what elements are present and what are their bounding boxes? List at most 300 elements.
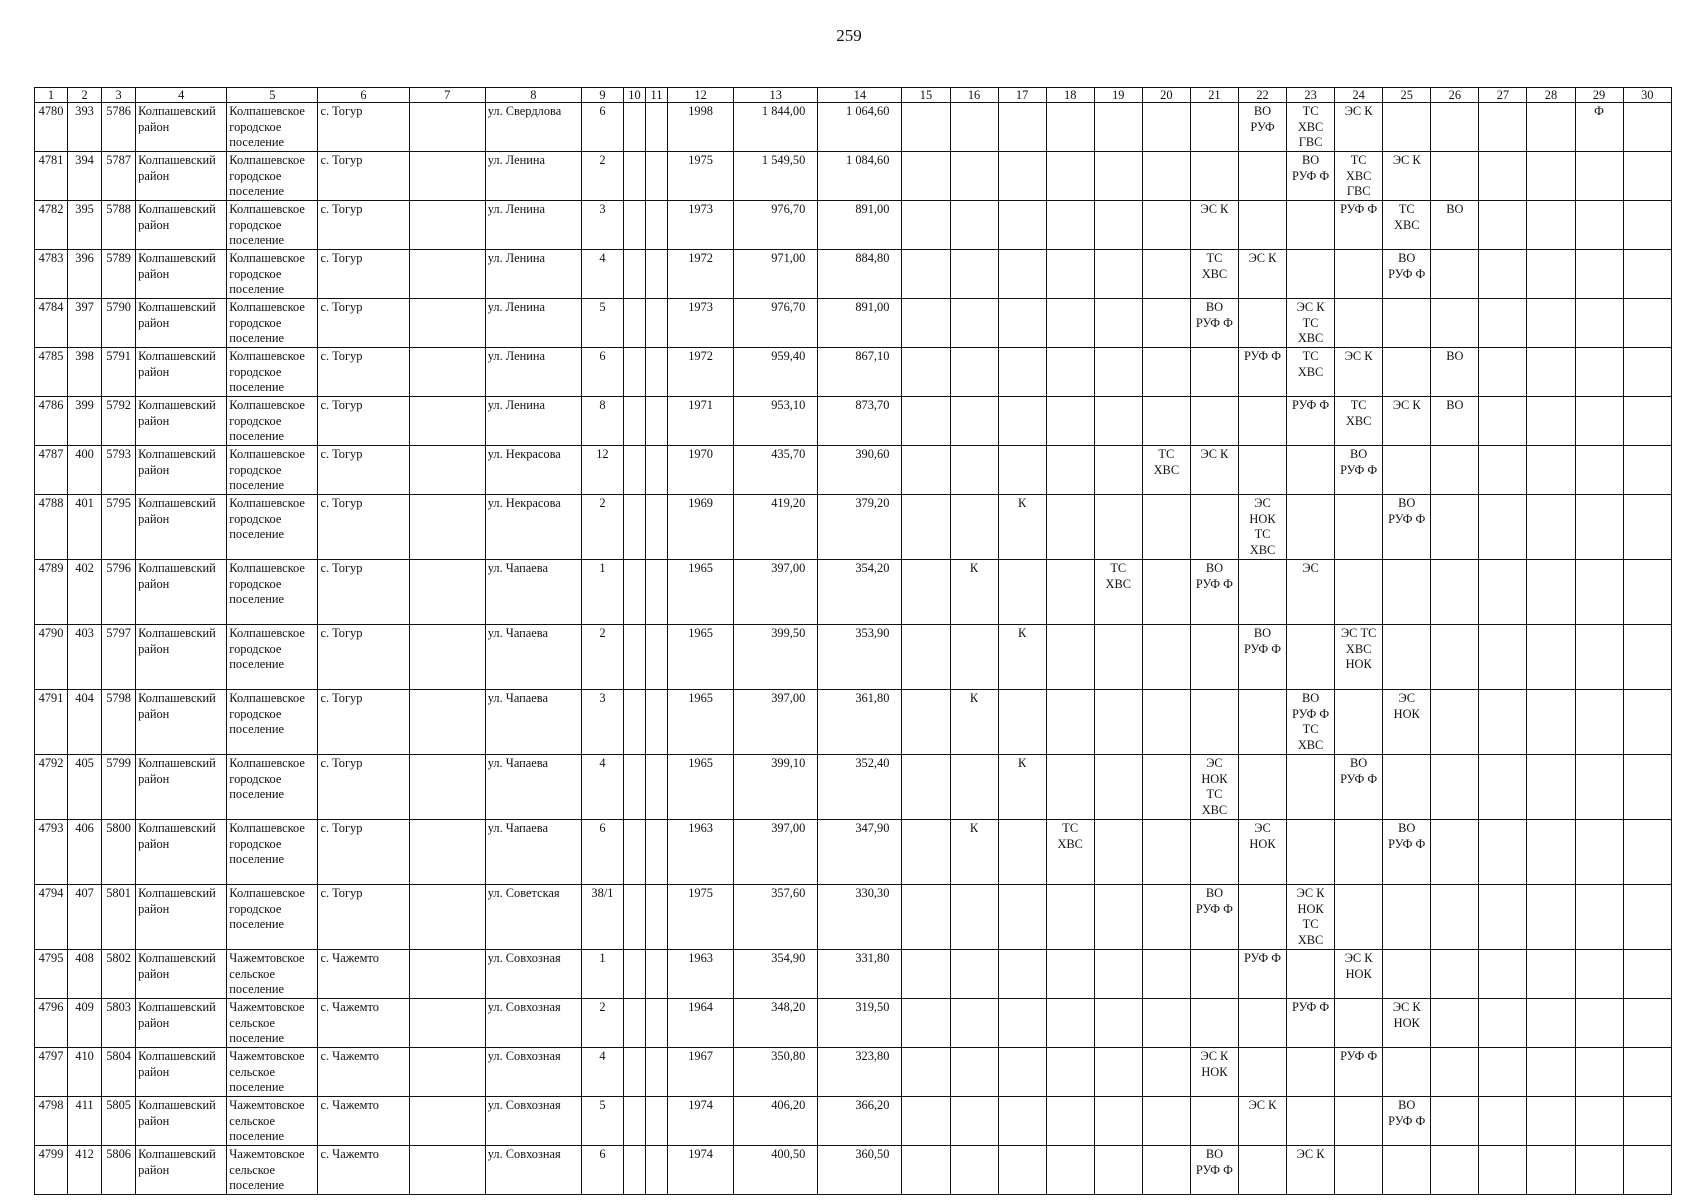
cell-col-11 bbox=[646, 299, 668, 348]
cell-col-2: 399 bbox=[68, 397, 102, 446]
cell-col-11 bbox=[646, 103, 668, 152]
cell-col-24 bbox=[1335, 690, 1383, 755]
cell-col-21: ВО РУФ Ф bbox=[1190, 560, 1238, 625]
cell-col-28 bbox=[1527, 1097, 1575, 1146]
cell-col-17 bbox=[998, 103, 1046, 152]
cell-col-5: Колпашевское городское поселение bbox=[227, 299, 318, 348]
cell-col-6: с. Тогур bbox=[318, 885, 409, 950]
cell-col-20: ТС ХВС bbox=[1142, 446, 1190, 495]
cell-col-30 bbox=[1623, 1146, 1671, 1195]
cell-col-21 bbox=[1190, 348, 1238, 397]
column-header: 27 bbox=[1479, 88, 1527, 103]
column-header: 23 bbox=[1287, 88, 1335, 103]
cell-col-13: 976,70 bbox=[734, 299, 818, 348]
cell-col-13: 348,20 bbox=[734, 999, 818, 1048]
cell-col-2: 396 bbox=[68, 250, 102, 299]
cell-col-9: 3 bbox=[581, 201, 623, 250]
cell-col-3: 5791 bbox=[102, 348, 136, 397]
cell-col-2: 412 bbox=[68, 1146, 102, 1195]
cell-col-10 bbox=[623, 397, 645, 446]
cell-col-19 bbox=[1094, 885, 1142, 950]
cell-col-17 bbox=[998, 885, 1046, 950]
cell-col-2: 406 bbox=[68, 820, 102, 885]
cell-col-19 bbox=[1094, 250, 1142, 299]
cell-col-12: 1975 bbox=[668, 885, 734, 950]
cell-col-15 bbox=[902, 755, 950, 820]
cell-col-11 bbox=[646, 250, 668, 299]
cell-col-9: 8 bbox=[581, 397, 623, 446]
cell-col-8: ул. Ленина bbox=[485, 348, 581, 397]
cell-col-20 bbox=[1142, 950, 1190, 999]
cell-col-15 bbox=[902, 1146, 950, 1195]
cell-col-14: 353,90 bbox=[818, 625, 902, 690]
cell-col-28 bbox=[1527, 950, 1575, 999]
cell-col-29: Ф bbox=[1575, 103, 1623, 152]
cell-col-12: 1974 bbox=[668, 1146, 734, 1195]
cell-col-14: 323,80 bbox=[818, 1048, 902, 1097]
table-row bbox=[35, 999, 1672, 1048]
cell-col-18 bbox=[1046, 560, 1094, 625]
cell-col-11 bbox=[646, 560, 668, 625]
cell-col-18 bbox=[1046, 348, 1094, 397]
cell-col-1: 4792 bbox=[35, 755, 68, 820]
cell-col-8: ул. Чапаева bbox=[485, 690, 581, 755]
cell-col-20 bbox=[1142, 1048, 1190, 1097]
cell-col-17 bbox=[998, 1097, 1046, 1146]
cell-col-29 bbox=[1575, 690, 1623, 755]
cell-col-30 bbox=[1623, 201, 1671, 250]
cell-col-22 bbox=[1238, 152, 1286, 201]
cell-col-20 bbox=[1142, 495, 1190, 560]
cell-col-11 bbox=[646, 885, 668, 950]
cell-col-17 bbox=[998, 250, 1046, 299]
cell-col-16 bbox=[950, 1146, 998, 1195]
cell-col-3: 5802 bbox=[102, 950, 136, 999]
cell-col-18 bbox=[1046, 1048, 1094, 1097]
cell-col-19 bbox=[1094, 446, 1142, 495]
cell-col-12: 1998 bbox=[668, 103, 734, 152]
cell-col-21 bbox=[1190, 950, 1238, 999]
cell-col-17 bbox=[998, 1146, 1046, 1195]
table-row bbox=[35, 250, 1672, 299]
cell-col-1: 4797 bbox=[35, 1048, 68, 1097]
cell-col-5: Колпашевское городское поселение bbox=[227, 625, 318, 690]
cell-col-10 bbox=[623, 446, 645, 495]
cell-col-29 bbox=[1575, 1146, 1623, 1195]
cell-col-18 bbox=[1046, 201, 1094, 250]
cell-col-22: ВО РУФ Ф bbox=[1238, 625, 1286, 690]
cell-col-22: РУФ Ф bbox=[1238, 950, 1286, 999]
cell-col-3: 5790 bbox=[102, 299, 136, 348]
cell-col-3: 5805 bbox=[102, 1097, 136, 1146]
cell-col-23: ЭС К bbox=[1287, 1146, 1335, 1195]
cell-col-15 bbox=[902, 950, 950, 999]
cell-col-26 bbox=[1431, 999, 1479, 1048]
cell-col-21 bbox=[1190, 820, 1238, 885]
cell-col-23: РУФ Ф bbox=[1287, 999, 1335, 1048]
cell-col-24 bbox=[1335, 495, 1383, 560]
cell-col-11 bbox=[646, 348, 668, 397]
cell-col-30 bbox=[1623, 885, 1671, 950]
cell-col-11 bbox=[646, 495, 668, 560]
cell-col-9: 2 bbox=[581, 152, 623, 201]
cell-col-23: ЭС К ТС ХВС bbox=[1287, 299, 1335, 348]
table-row bbox=[35, 950, 1672, 999]
cell-col-21 bbox=[1190, 397, 1238, 446]
cell-col-18 bbox=[1046, 1097, 1094, 1146]
table-row bbox=[35, 755, 1672, 820]
cell-col-14: 891,00 bbox=[818, 299, 902, 348]
cell-col-1: 4798 bbox=[35, 1097, 68, 1146]
cell-col-30 bbox=[1623, 250, 1671, 299]
cell-col-23 bbox=[1287, 201, 1335, 250]
cell-col-29 bbox=[1575, 495, 1623, 560]
cell-col-6: с. Тогур bbox=[318, 397, 409, 446]
cell-col-9: 1 bbox=[581, 560, 623, 625]
cell-col-29 bbox=[1575, 885, 1623, 950]
cell-col-22: ЭС К bbox=[1238, 1097, 1286, 1146]
cell-col-23: ВО РУФ Ф bbox=[1287, 152, 1335, 201]
cell-col-18 bbox=[1046, 999, 1094, 1048]
cell-col-16 bbox=[950, 299, 998, 348]
cell-col-15 bbox=[902, 348, 950, 397]
cell-col-26: ВО bbox=[1431, 348, 1479, 397]
cell-col-24: ЭС К bbox=[1335, 103, 1383, 152]
cell-col-22 bbox=[1238, 690, 1286, 755]
cell-col-18 bbox=[1046, 885, 1094, 950]
cell-col-14: 347,90 bbox=[818, 820, 902, 885]
cell-col-12: 1971 bbox=[668, 397, 734, 446]
cell-col-6: с. Чажемто bbox=[318, 1097, 409, 1146]
cell-col-20 bbox=[1142, 690, 1190, 755]
column-header: 8 bbox=[485, 88, 581, 103]
cell-col-12: 1965 bbox=[668, 690, 734, 755]
cell-col-4: Колпашевский район bbox=[136, 885, 227, 950]
cell-col-5: Колпашевское городское поселение bbox=[227, 201, 318, 250]
cell-col-7 bbox=[409, 1048, 485, 1097]
cell-col-25: ТС ХВС bbox=[1383, 201, 1431, 250]
cell-col-25: ВО РУФ Ф bbox=[1383, 250, 1431, 299]
cell-col-2: 403 bbox=[68, 625, 102, 690]
cell-col-24 bbox=[1335, 250, 1383, 299]
cell-col-13: 435,70 bbox=[734, 446, 818, 495]
cell-col-3: 5788 bbox=[102, 201, 136, 250]
cell-col-16 bbox=[950, 625, 998, 690]
cell-col-27 bbox=[1479, 690, 1527, 755]
cell-col-20 bbox=[1142, 201, 1190, 250]
cell-col-15 bbox=[902, 299, 950, 348]
cell-col-22 bbox=[1238, 397, 1286, 446]
cell-col-10 bbox=[623, 690, 645, 755]
cell-col-26 bbox=[1431, 820, 1479, 885]
cell-col-1: 4782 bbox=[35, 201, 68, 250]
cell-col-30 bbox=[1623, 560, 1671, 625]
cell-col-19 bbox=[1094, 1097, 1142, 1146]
cell-col-4: Колпашевский район bbox=[136, 397, 227, 446]
cell-col-5: Колпашевское городское поселение bbox=[227, 103, 318, 152]
cell-col-26 bbox=[1431, 885, 1479, 950]
cell-col-15 bbox=[902, 625, 950, 690]
cell-col-28 bbox=[1527, 885, 1575, 950]
cell-col-26 bbox=[1431, 1048, 1479, 1097]
cell-col-12: 1974 bbox=[668, 1097, 734, 1146]
cell-col-3: 5803 bbox=[102, 999, 136, 1048]
column-header: 2 bbox=[68, 88, 102, 103]
cell-col-19 bbox=[1094, 152, 1142, 201]
cell-col-26 bbox=[1431, 152, 1479, 201]
cell-col-10 bbox=[623, 755, 645, 820]
cell-col-21: ЭС К bbox=[1190, 446, 1238, 495]
cell-col-16 bbox=[950, 348, 998, 397]
cell-col-29 bbox=[1575, 560, 1623, 625]
cell-col-1: 4791 bbox=[35, 690, 68, 755]
cell-col-20 bbox=[1142, 103, 1190, 152]
cell-col-4: Колпашевский район bbox=[136, 625, 227, 690]
cell-col-17 bbox=[998, 348, 1046, 397]
cell-col-10 bbox=[623, 348, 645, 397]
cell-col-5: Колпашевское городское поселение bbox=[227, 755, 318, 820]
cell-col-22 bbox=[1238, 755, 1286, 820]
cell-col-4: Колпашевский район bbox=[136, 446, 227, 495]
cell-col-7 bbox=[409, 950, 485, 999]
cell-col-28 bbox=[1527, 250, 1575, 299]
cell-col-27 bbox=[1479, 1048, 1527, 1097]
table-row bbox=[35, 625, 1672, 690]
cell-col-23 bbox=[1287, 950, 1335, 999]
cell-col-14: 884,80 bbox=[818, 250, 902, 299]
cell-col-4: Колпашевский район bbox=[136, 755, 227, 820]
cell-col-19 bbox=[1094, 1048, 1142, 1097]
cell-col-8: ул. Совхозная bbox=[485, 1048, 581, 1097]
cell-col-21: ВО РУФ Ф bbox=[1190, 885, 1238, 950]
cell-col-13: 953,10 bbox=[734, 397, 818, 446]
cell-col-24 bbox=[1335, 1097, 1383, 1146]
cell-col-25: ЭС К bbox=[1383, 397, 1431, 446]
cell-col-4: Колпашевский район bbox=[136, 495, 227, 560]
cell-col-16 bbox=[950, 103, 998, 152]
cell-col-27 bbox=[1479, 885, 1527, 950]
cell-col-25 bbox=[1383, 950, 1431, 999]
cell-col-3: 5789 bbox=[102, 250, 136, 299]
cell-col-6: с. Тогур bbox=[318, 299, 409, 348]
cell-col-29 bbox=[1575, 625, 1623, 690]
cell-col-3: 5786 bbox=[102, 103, 136, 152]
cell-col-16 bbox=[950, 446, 998, 495]
cell-col-26 bbox=[1431, 299, 1479, 348]
cell-col-30 bbox=[1623, 446, 1671, 495]
cell-col-29 bbox=[1575, 950, 1623, 999]
cell-col-28 bbox=[1527, 201, 1575, 250]
cell-col-30 bbox=[1623, 1097, 1671, 1146]
cell-col-24: ТС ХВС bbox=[1335, 397, 1383, 446]
cell-col-13: 354,90 bbox=[734, 950, 818, 999]
cell-col-29 bbox=[1575, 250, 1623, 299]
cell-col-24 bbox=[1335, 560, 1383, 625]
cell-col-28 bbox=[1527, 820, 1575, 885]
cell-col-21: ЭС НОК ТС ХВС bbox=[1190, 755, 1238, 820]
cell-col-19 bbox=[1094, 348, 1142, 397]
cell-col-22: РУФ Ф bbox=[1238, 348, 1286, 397]
cell-col-11 bbox=[646, 397, 668, 446]
cell-col-26 bbox=[1431, 690, 1479, 755]
cell-col-17 bbox=[998, 560, 1046, 625]
cell-col-14: 366,20 bbox=[818, 1097, 902, 1146]
cell-col-6: с. Тогур bbox=[318, 250, 409, 299]
cell-col-10 bbox=[623, 560, 645, 625]
cell-col-20 bbox=[1142, 348, 1190, 397]
cell-col-23: ЭС К НОК ТС ХВС bbox=[1287, 885, 1335, 950]
cell-col-28 bbox=[1527, 755, 1575, 820]
column-header: 9 bbox=[581, 88, 623, 103]
column-header: 20 bbox=[1142, 88, 1190, 103]
cell-col-2: 410 bbox=[68, 1048, 102, 1097]
cell-col-30 bbox=[1623, 820, 1671, 885]
cell-col-2: 408 bbox=[68, 950, 102, 999]
cell-col-20 bbox=[1142, 1146, 1190, 1195]
cell-col-6: с. Чажемто bbox=[318, 950, 409, 999]
cell-col-6: с. Тогур bbox=[318, 446, 409, 495]
cell-col-10 bbox=[623, 885, 645, 950]
cell-col-28 bbox=[1527, 625, 1575, 690]
cell-col-25 bbox=[1383, 1146, 1431, 1195]
cell-col-7 bbox=[409, 1146, 485, 1195]
cell-col-25 bbox=[1383, 103, 1431, 152]
cell-col-9: 6 bbox=[581, 1146, 623, 1195]
cell-col-29 bbox=[1575, 299, 1623, 348]
cell-col-28 bbox=[1527, 299, 1575, 348]
cell-col-29 bbox=[1575, 152, 1623, 201]
cell-col-1: 4799 bbox=[35, 1146, 68, 1195]
column-header: 25 bbox=[1383, 88, 1431, 103]
cell-col-7 bbox=[409, 250, 485, 299]
cell-col-25 bbox=[1383, 755, 1431, 820]
cell-col-10 bbox=[623, 1146, 645, 1195]
cell-col-1: 4795 bbox=[35, 950, 68, 999]
cell-col-7 bbox=[409, 999, 485, 1048]
cell-col-1: 4796 bbox=[35, 999, 68, 1048]
column-header: 7 bbox=[409, 88, 485, 103]
cell-col-13: 357,60 bbox=[734, 885, 818, 950]
cell-col-1: 4785 bbox=[35, 348, 68, 397]
cell-col-28 bbox=[1527, 103, 1575, 152]
cell-col-15 bbox=[902, 250, 950, 299]
cell-col-27 bbox=[1479, 103, 1527, 152]
cell-col-2: 395 bbox=[68, 201, 102, 250]
cell-col-29 bbox=[1575, 397, 1623, 446]
cell-col-17: К bbox=[998, 495, 1046, 560]
column-header: 28 bbox=[1527, 88, 1575, 103]
cell-col-30 bbox=[1623, 690, 1671, 755]
cell-col-4: Колпашевский район bbox=[136, 999, 227, 1048]
cell-col-14: 1 064,60 bbox=[818, 103, 902, 152]
cell-col-16 bbox=[950, 250, 998, 299]
cell-col-17: К bbox=[998, 625, 1046, 690]
cell-col-3: 5796 bbox=[102, 560, 136, 625]
cell-col-2: 400 bbox=[68, 446, 102, 495]
cell-col-5: Колпашевское городское поселение bbox=[227, 885, 318, 950]
cell-col-24: ЭС К bbox=[1335, 348, 1383, 397]
cell-col-8: ул. Чапаева bbox=[485, 625, 581, 690]
cell-col-30 bbox=[1623, 152, 1671, 201]
cell-col-12: 1964 bbox=[668, 999, 734, 1048]
cell-col-16 bbox=[950, 1048, 998, 1097]
cell-col-2: 405 bbox=[68, 755, 102, 820]
cell-col-21: ЭС К НОК bbox=[1190, 1048, 1238, 1097]
cell-col-9: 4 bbox=[581, 755, 623, 820]
cell-col-19 bbox=[1094, 625, 1142, 690]
cell-col-3: 5801 bbox=[102, 885, 136, 950]
cell-col-2: 404 bbox=[68, 690, 102, 755]
cell-col-28 bbox=[1527, 348, 1575, 397]
cell-col-3: 5792 bbox=[102, 397, 136, 446]
cell-col-5: Колпашевское городское поселение bbox=[227, 152, 318, 201]
cell-col-22: ЭС К bbox=[1238, 250, 1286, 299]
cell-col-2: 407 bbox=[68, 885, 102, 950]
cell-col-29 bbox=[1575, 820, 1623, 885]
cell-col-5: Чажемтовское сельское поселение bbox=[227, 1048, 318, 1097]
cell-col-9: 3 bbox=[581, 690, 623, 755]
cell-col-10 bbox=[623, 299, 645, 348]
cell-col-18 bbox=[1046, 250, 1094, 299]
cell-col-15 bbox=[902, 1097, 950, 1146]
cell-col-23 bbox=[1287, 755, 1335, 820]
cell-col-8: ул. Совхозная bbox=[485, 1097, 581, 1146]
table-row bbox=[35, 103, 1672, 152]
cell-col-7 bbox=[409, 397, 485, 446]
cell-col-15 bbox=[902, 690, 950, 755]
cell-col-6: с. Тогур bbox=[318, 690, 409, 755]
cell-col-6: с. Чажемто bbox=[318, 1048, 409, 1097]
cell-col-14: 330,30 bbox=[818, 885, 902, 950]
cell-col-18 bbox=[1046, 103, 1094, 152]
cell-col-5: Колпашевское городское поселение bbox=[227, 250, 318, 299]
cell-col-13: 419,20 bbox=[734, 495, 818, 560]
cell-col-11 bbox=[646, 690, 668, 755]
cell-col-23 bbox=[1287, 820, 1335, 885]
cell-col-8: ул. Чапаева bbox=[485, 820, 581, 885]
cell-col-14: 360,50 bbox=[818, 1146, 902, 1195]
cell-col-17 bbox=[998, 201, 1046, 250]
cell-col-27 bbox=[1479, 250, 1527, 299]
cell-col-16: К bbox=[950, 820, 998, 885]
cell-col-9: 2 bbox=[581, 999, 623, 1048]
cell-col-22 bbox=[1238, 1048, 1286, 1097]
cell-col-24 bbox=[1335, 885, 1383, 950]
column-header: 24 bbox=[1335, 88, 1383, 103]
cell-col-3: 5800 bbox=[102, 820, 136, 885]
cell-col-1: 4790 bbox=[35, 625, 68, 690]
cell-col-15 bbox=[902, 446, 950, 495]
cell-col-18 bbox=[1046, 625, 1094, 690]
table-row bbox=[35, 1048, 1672, 1097]
cell-col-27 bbox=[1479, 446, 1527, 495]
cell-col-7 bbox=[409, 152, 485, 201]
cell-col-16 bbox=[950, 885, 998, 950]
cell-col-22 bbox=[1238, 885, 1286, 950]
cell-col-7 bbox=[409, 446, 485, 495]
cell-col-6: с. Тогур bbox=[318, 560, 409, 625]
cell-col-29 bbox=[1575, 1097, 1623, 1146]
cell-col-12: 1972 bbox=[668, 250, 734, 299]
cell-col-30 bbox=[1623, 495, 1671, 560]
cell-col-19 bbox=[1094, 397, 1142, 446]
cell-col-7 bbox=[409, 820, 485, 885]
cell-col-18 bbox=[1046, 446, 1094, 495]
cell-col-4: Колпашевский район bbox=[136, 103, 227, 152]
cell-col-14: 1 084,60 bbox=[818, 152, 902, 201]
cell-col-8: ул. Советская bbox=[485, 885, 581, 950]
cell-col-24 bbox=[1335, 299, 1383, 348]
